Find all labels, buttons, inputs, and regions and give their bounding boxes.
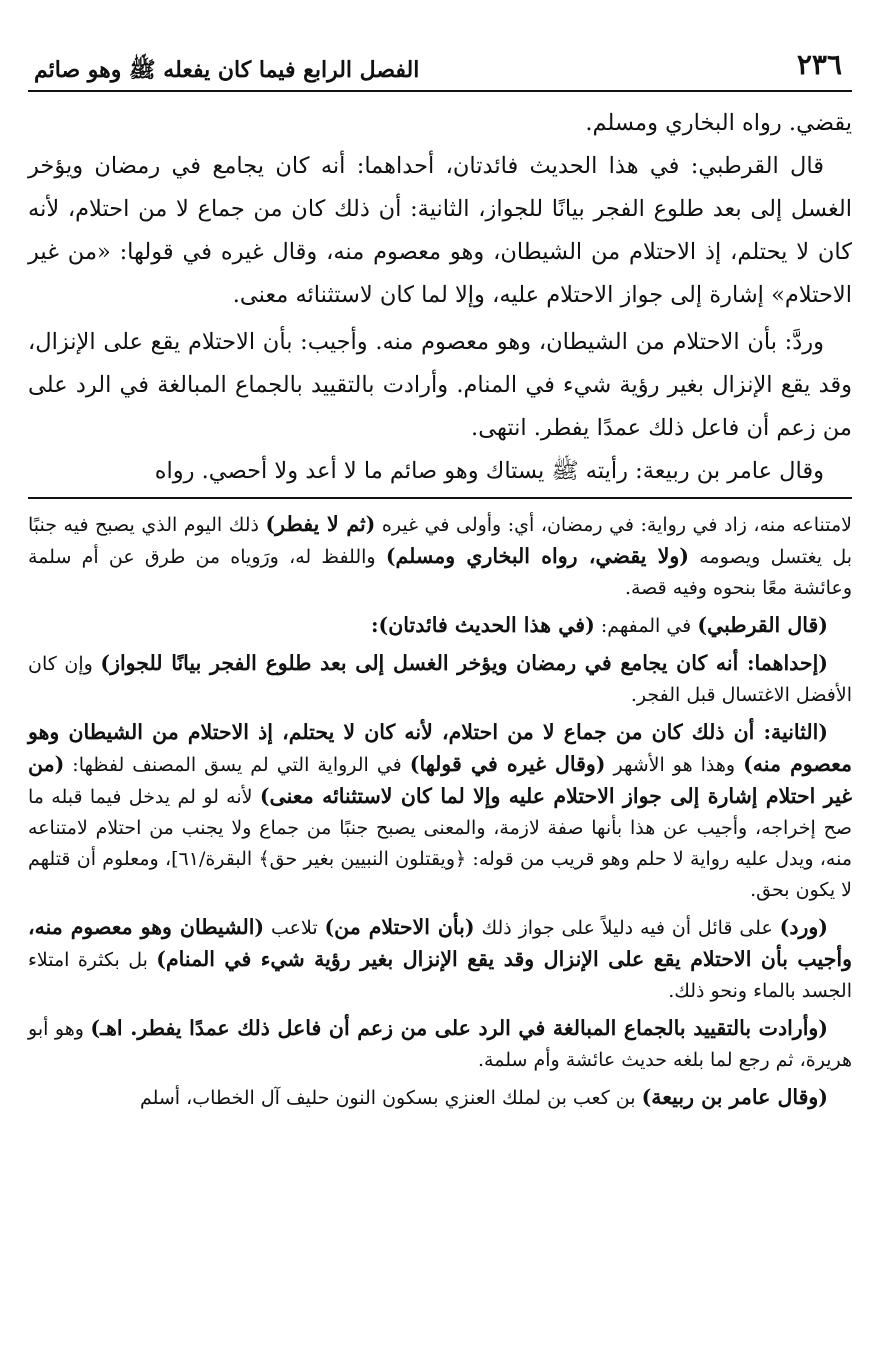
commentary-quote: (الثانية: أن ذلك كان من جماع لا من احتلام، لأنه كان لا يحتلم، إذ الاحتلام من الشيطان وهو معصوم منه) — [28, 720, 853, 776]
commentary-quote: (إحداهما: أنه كان يجامع في رمضان ويؤخر الغسل إلى بعد طلوع الفجر بيانًا للجواز) — [100, 651, 828, 675]
commentary-quote: (من غير احتلام إشارة إلى جواز الاحتلام عليه وإلا لما كان لاستثنائه معنى) — [28, 752, 852, 808]
commentary-paragraph — [28, 912, 852, 1007]
commentary-text: بل بكثرة امتلاء الجسد بالماء ونحو ذلك. — [28, 949, 852, 1002]
header-rule — [28, 90, 852, 92]
commentary-quote: (ولا يقضي، رواه البخاري ومسلم) — [385, 544, 690, 568]
commentary-paragraph — [28, 717, 852, 906]
main-paragraph: يقضي. رواه البخاري ومسلم. — [585, 110, 852, 136]
commentary-text: تلاعب — [264, 917, 325, 939]
footnote-separator — [28, 497, 852, 499]
commentary-paragraph — [28, 1082, 852, 1114]
commentary-quote: (قال القرطبي) — [697, 613, 828, 637]
commentary-text: وإن كان الأفضل الاغتسال قبل الفجر. — [28, 653, 852, 706]
commentary-quote: (ورد) — [779, 915, 828, 939]
commentary-quote: (ثم لا يفطر) — [265, 512, 376, 536]
commentary-text: لأنه لو لم يدخل فيما قبله ما صح إخراجه، وأجيب عن هذا بأنها صفة لازمة، والمعنى يصبح جنبًا من جماع ولا يجنب من احتلام لامتناعه منه، ويدل عليه رواية لا حلم وهو قريب من قوله: ﴿ويقتلون النبيين بغير حق﴾ البقرة/٦١]، ومعلوم أن قتلهم لا يكون بحق. — [28, 786, 852, 901]
page-number: ٢٣٦ — [796, 48, 842, 81]
commentary-text: وهذا هو الأشهر — [605, 754, 744, 776]
main-paragraph: وقال عامر بن ربيعة: رأيته ﷺ يستاك وهو صائم ما لا أعد ولا أحصي. رواه — [154, 458, 824, 484]
commentary-text: بن كعب بن لملك العنزي بسكون النون حليف آل الخطاب، أسلم — [139, 1087, 642, 1109]
main-paragraph: قال القرطبي: في هذا الحديث فائدتان، أحداهما: أنه كان يجامع في رمضان ويؤخر الغسل إلى بعد طلوع الفجر بيانًا للجواز، الثانية: أن ذلك كان من جماع لا من احتلام، لأنه كان لا يحتلم، إذ الاحتلام من الشيطان، وهو معصوم منه، وقال غيره في قولها: «من غير الاحتلام» إشارة إلى جواز الاحتلام عليه، وإلا لما كان لاستثنائه معنى. — [28, 153, 852, 308]
commentary-quote: (الشيطان وهو معصوم منه، وأجيب بأن الاحتلام يقع على الإنزال وقد يقع الإنزال بغير رؤية شيء في المنام) — [28, 915, 852, 971]
commentary-paragraph — [28, 1013, 852, 1076]
chapter-title: الفصل الرابع فيما كان يفعله ﷺ وهو صائم — [34, 57, 420, 83]
main-text — [28, 102, 852, 493]
commentary-paragraph — [28, 509, 852, 604]
main-paragraph: وردَّ: بأن الاحتلام من الشيطان، وهو معصوم منه. وأجيب: بأن الاحتلام يقع على الإنزال، وقد يقع الإنزال بغير رؤية شيء في المنام. وأرادت بالتقييد بالجماع المبالغة في الرد على من زعم أن فاعل ذلك عمدًا يفطر. انتهى. — [28, 329, 852, 441]
commentary-text: في الرواية التي لم يسق المصنف لفظها: — [64, 754, 410, 776]
commentary-quote: (وقال غيره في قولها) — [409, 752, 606, 776]
commentary-text: وهو أبو هريرة، ثم رجع لما بلغه حديث عائشة وأم سلمة. — [28, 1018, 852, 1071]
commentary-text: في المفهم: — [594, 615, 698, 637]
commentary-quote: (بأن الاحتلام من) — [324, 915, 475, 939]
book-page — [28, 40, 852, 1114]
commentary-text: واللفظ له، ورَوياه من طرق عن أم سلمة وعائشة معًا بنحوه وفيه قصة. — [28, 546, 852, 599]
commentary-paragraph — [28, 648, 852, 711]
commentary — [28, 509, 852, 1114]
page-header — [28, 40, 852, 96]
commentary-text: ذلك اليوم الذي يصبح فيه جنبًا بل يغتسل ويصومه — [28, 514, 852, 568]
commentary-quote: (في هذا الحديث فائدتان): — [370, 613, 595, 637]
commentary-quote: (وأرادت بالتقييد بالجماع المبالغة في الرد على من زعم أن فاعل ذلك عمدًا يفطر. اهـ) — [90, 1016, 828, 1040]
commentary-paragraph — [28, 610, 852, 642]
commentary-text: لامتناعه منه، زاد في رواية: في رمضان، أي: وأولى في غيره — [375, 514, 852, 536]
commentary-text: على قائل أن فيه دليلاً على جواز ذلك — [474, 917, 780, 939]
commentary-quote: (وقال عامر بن ربيعة) — [641, 1085, 828, 1109]
